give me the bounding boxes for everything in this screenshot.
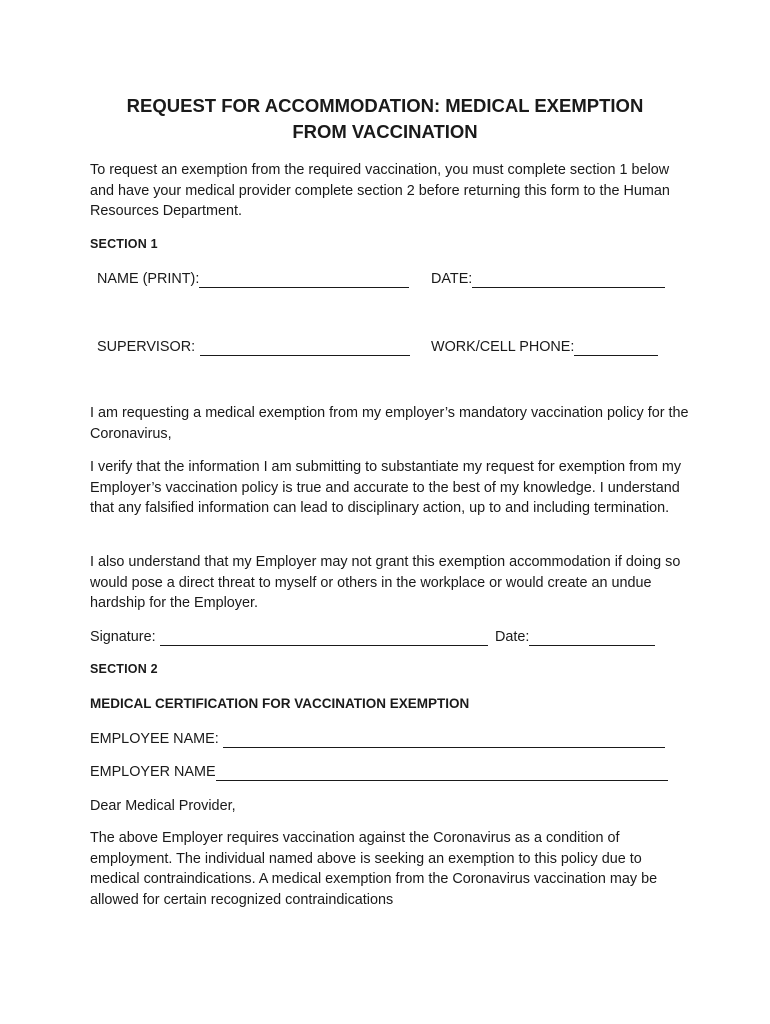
name-label: NAME (PRINT):	[97, 271, 200, 287]
intro-paragraph: To request an exemption from the required vaccination, you must complete section 1 below and have your medical provider complete section 2 before returning this form to the Human Resources Department.	[90, 162, 670, 219]
signature-date-label: Date:	[495, 629, 530, 645]
date-blank[interactable]	[472, 273, 665, 288]
name-field[interactable]	[97, 270, 409, 288]
form-title-line2: FROM VACCINATION	[292, 121, 478, 142]
signature-label: Signature:	[90, 629, 156, 645]
understand-paragraph: I also understand that my Employer may not grant this exemption accommodation if doing so would pose a direct threat to myself or others in the workplace or would create an undue hardship for the Employer.	[90, 554, 681, 611]
signature-blank[interactable]	[160, 631, 488, 646]
employer-name-field[interactable]	[90, 763, 668, 781]
form-title	[60, 93, 710, 145]
phone-field[interactable]	[431, 338, 658, 356]
employee-name-blank[interactable]	[223, 733, 665, 748]
salutation: Dear Medical Provider,	[90, 798, 236, 814]
employee-name-field[interactable]	[90, 730, 665, 748]
form-title-line1: REQUEST FOR ACCOMMODATION: MEDICAL EXEMPTION	[126, 95, 644, 116]
request-paragraph: I am requesting a medical exemption from my employer’s mandatory vaccination policy for the Coronavirus,	[90, 405, 689, 442]
employer-name-blank[interactable]	[216, 766, 668, 781]
employer-name-label: EMPLOYER NAME	[90, 764, 216, 780]
employee-name-label: EMPLOYEE NAME:	[90, 731, 219, 747]
verify-paragraph: I verify that the information I am submitting to substantiate my request for exemption from my Employer’s vaccination policy is true and accurate to the best of my knowledge. I understand that any falsified information can lead to disciplinary action, up to and including termination.	[90, 459, 682, 516]
phone-label: WORK/CELL PHONE:	[431, 339, 575, 355]
date-label: DATE:	[431, 271, 473, 287]
section1-heading: SECTION 1	[90, 237, 158, 251]
section2-heading: SECTION 2	[90, 662, 158, 676]
supervisor-blank[interactable]	[200, 341, 410, 356]
date-field[interactable]	[431, 270, 665, 288]
signature-date-field[interactable]	[495, 628, 655, 646]
supervisor-label: SUPERVISOR:	[97, 339, 196, 355]
supervisor-field[interactable]	[97, 338, 410, 356]
medical-body-paragraph: The above Employer requires vaccination against the Coronavirus as a condition of employment. The individual named above is seeking an exemption to this policy due to medical contraindications. A medical exemption from the Coronavirus vaccination may be allowed for certain recognized contraindications	[90, 830, 658, 908]
signature-date-blank[interactable]	[529, 631, 655, 646]
certification-subheading: MEDICAL CERTIFICATION FOR VACCINATION EXEMPTION	[90, 696, 470, 711]
name-blank[interactable]	[199, 273, 409, 288]
phone-blank[interactable]	[574, 341, 658, 356]
signature-field[interactable]	[90, 628, 488, 646]
